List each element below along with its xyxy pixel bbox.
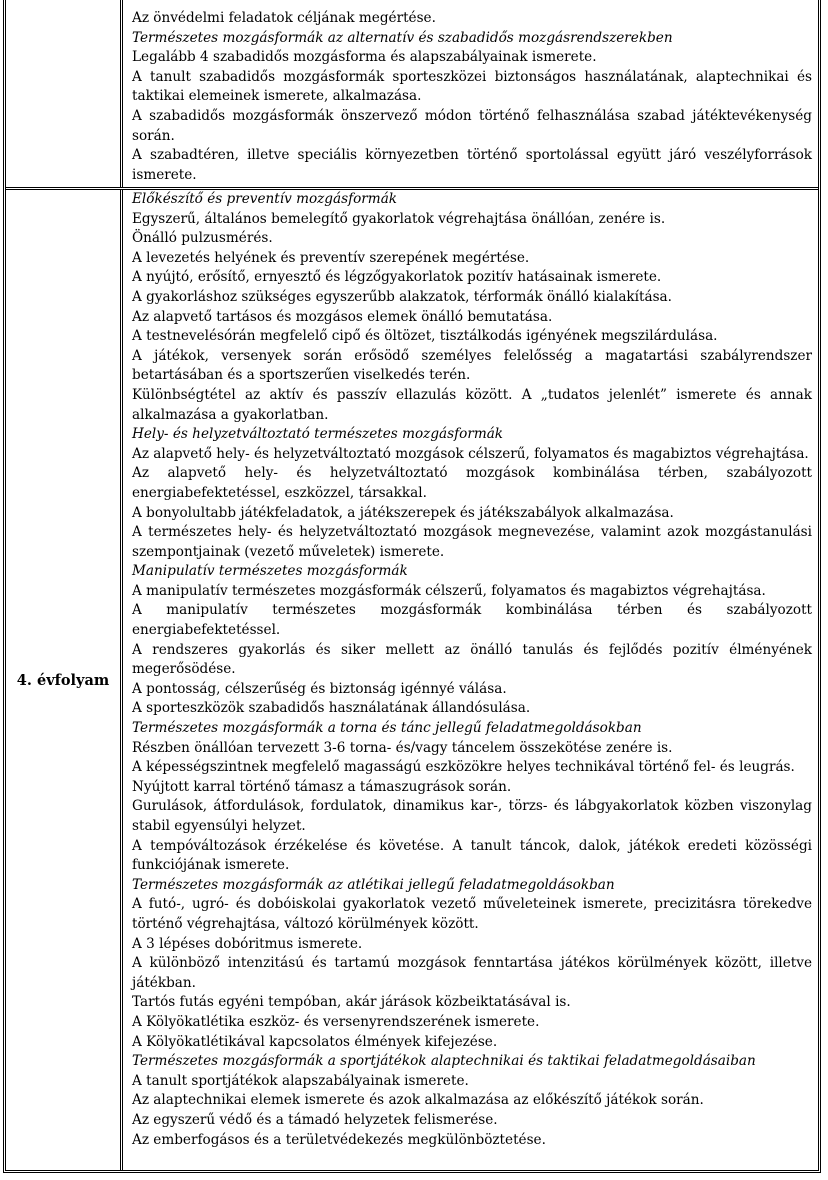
outcome-line: A Kölyökatlétikával kapcsolatos élmények kifejezése. [132, 1033, 498, 1050]
grade-cell [6, 190, 123, 1170]
section-heading: Természetes mozgásformák az alternatív és szabadidős mozgásrendszerekben [132, 29, 673, 46]
outcome-line: A pontosság, célszerűség és biztonság igénnyé válása. [132, 680, 507, 697]
outcome-line: Az önvédelmi feladatok céljának megértése. [132, 10, 436, 26]
outcome-line: Nyújtott karral történő támasz a támaszugrások során. [132, 778, 512, 795]
section-heading: Hely- és helyzetváltoztató természetes mozgásformák [132, 426, 504, 443]
outcome-line: A játékok, versenyek során erősödő személyes felelősség a magatartási szabályrendszer betartásában és a sportszerűen viselkedés terén. [132, 347, 812, 384]
table-row [6, 0, 818, 187]
outcome-line: A manipulatív természetes mozgásformák kombinálása térben és szabályozott energiabefektetéssel. [132, 602, 812, 639]
outcome-line: A tempóváltozások érzékelése és követése. A tanult táncok, dalok, játékok eredeti közösségi funkciójának ismerete. [132, 837, 812, 874]
outcome-line: A képességszintnek megfelelő magasságú eszközökre helyes technikával történő fel- és leugrás. [132, 759, 795, 776]
outcome-line: Az egyszerű védő és a támadó helyzetek felismerése. [132, 1111, 498, 1128]
outcome-line: Tartós futás egyéni tempóban, akár járások közbeiktatásával is. [132, 994, 571, 1011]
outcome-line: A bonyolultabb játékfeladatok, a játékszerepek és játékszabályok alkalmazása. [132, 504, 674, 521]
grade-cell [6, 0, 123, 187]
outcome-line: Egyszerű, általános bemelegítő gyakorlatok végrehajtása önállóan, zenére is. [132, 210, 666, 227]
outcome-line: A testnevelésórán megfelelő cipő és öltözet, tisztálkodás igényének megszilárdulása. [132, 328, 718, 345]
outcome-line: A Kölyökatlétika eszköz- és versenyrendszerének ismerete. [132, 1013, 540, 1030]
content-cell [123, 190, 818, 1170]
outcome-line: A futó-, ugró- és dobóiskolai gyakorlatok vezető műveleteinek ismerete, precizitásra törekedve történő végrehajtása, változó körülmények között. [132, 896, 812, 932]
outcome-line: Az alapvető hely- és helyzetváltoztató mozgások célszerű, folyamatos és magabiztos végrehajtása. [132, 445, 809, 462]
outcome-line: A tanult szabadidős mozgásformák sporteszközei biztonságos használatának, alaptechnikai és taktikai elemeinek ismerete, alkalmazása. [132, 68, 812, 105]
outcome-line: Különbségtétel az aktív és passzív ellazulás között. A „tudatos jelenlét” ismerete és annak alkalmazása a gyakorlatban. [132, 386, 812, 423]
outcome-line: A manipulatív természetes mozgásformák célszerű, folyamatos és magabiztos végrehajtása. [132, 582, 766, 599]
section-heading: Manipulatív természetes mozgásformák [132, 563, 408, 580]
table-row [6, 187, 818, 1170]
content-cell [123, 0, 818, 187]
outcome-line: A szabadidős mozgásformák önszervező módon történő felhasználása szabad játéktevékenység során. [132, 107, 812, 144]
outcome-line: Az alaptechnikai elemek ismerete és azok alkalmazása az előkészítő játékok során. [132, 1092, 704, 1109]
outcome-line: Részben önállóan tervezett 3-6 torna- és/vagy táncelem összekötése zenére is. [132, 739, 673, 756]
outcome-line: A rendszeres gyakorlás és siker mellett az önálló tanulás és fejlődés pozitív élményének megerősödése. [132, 641, 812, 678]
outcome-line: A tanult sportjátékok alapszabályainak ismerete. [132, 1072, 469, 1089]
outcome-line: A természetes hely- és helyzetváltoztató mozgások megnevezése, valamint azok mozgástanulási szempontjainak (vezető műveletek) ismerete. [132, 524, 812, 560]
section-heading: Természetes mozgásformák a sportjátékok alaptechnikai és taktikai feladatmegoldásaiban [132, 1053, 756, 1070]
outcome-line: Az alapvető tartásos és mozgásos elemek önálló bemutatása. [132, 308, 553, 325]
section-heading: Előkészítő és preventív mozgásformák [132, 191, 398, 207]
section-heading: Természetes mozgásformák az atlétikai jellegű feladatmegoldásokban [132, 876, 615, 893]
outcome-line: Legalább 4 szabadidős mozgásforma és alapszabályainak ismerete. [132, 49, 597, 66]
outcome-line: A gyakorláshoz szükséges egyszerűbb alakzatok, térformák önálló kialakítása. [132, 288, 672, 305]
outcome-line: Az alapvető hely- és helyzetváltoztató mozgások kombinálása térben, szabályozott energiabefektetéssel, eszközzel, társakkal. [132, 465, 812, 501]
outcome-line: A 3 lépéses dobóritmus ismerete. [132, 935, 363, 952]
outcome-line: Önálló pulzusmérés. [132, 230, 273, 247]
outcome-line: A szabadtéren, illetve speciális környezetben történő sportolással együtt járó veszélyforrások ismerete. [132, 147, 812, 183]
grade-label: 4. évfolyam [16, 671, 110, 689]
outcome-line: Az emberfogásos és a területvédekezés megkülönböztetése. [132, 1131, 546, 1148]
outcome-line: A sporteszközök szabadidős használatának állandósulása. [132, 700, 531, 717]
section-heading: Természetes mozgásformák a torna és tánc jellegű feladatmegoldásokban [132, 720, 642, 737]
outcome-line: A különböző intenzitású és tartamú mozgások fenntartása játékos körülmények között, illetve játékban. [132, 955, 812, 991]
outcome-line: A nyújtó, erősítő, ernyesztő és légzőgyakorlatok pozitív hatásainak ismerete. [132, 269, 662, 286]
curriculum-table [3, 0, 821, 1173]
outcome-line: Gurulások, átfordulások, fordulatok, dinamikus kar-, törzs- és lábgyakorlatok közben viszonylag stabil egyensúlyi helyzet. [132, 798, 812, 834]
outcome-line: A levezetés helyének és preventív szerepének megértése. [132, 249, 530, 266]
